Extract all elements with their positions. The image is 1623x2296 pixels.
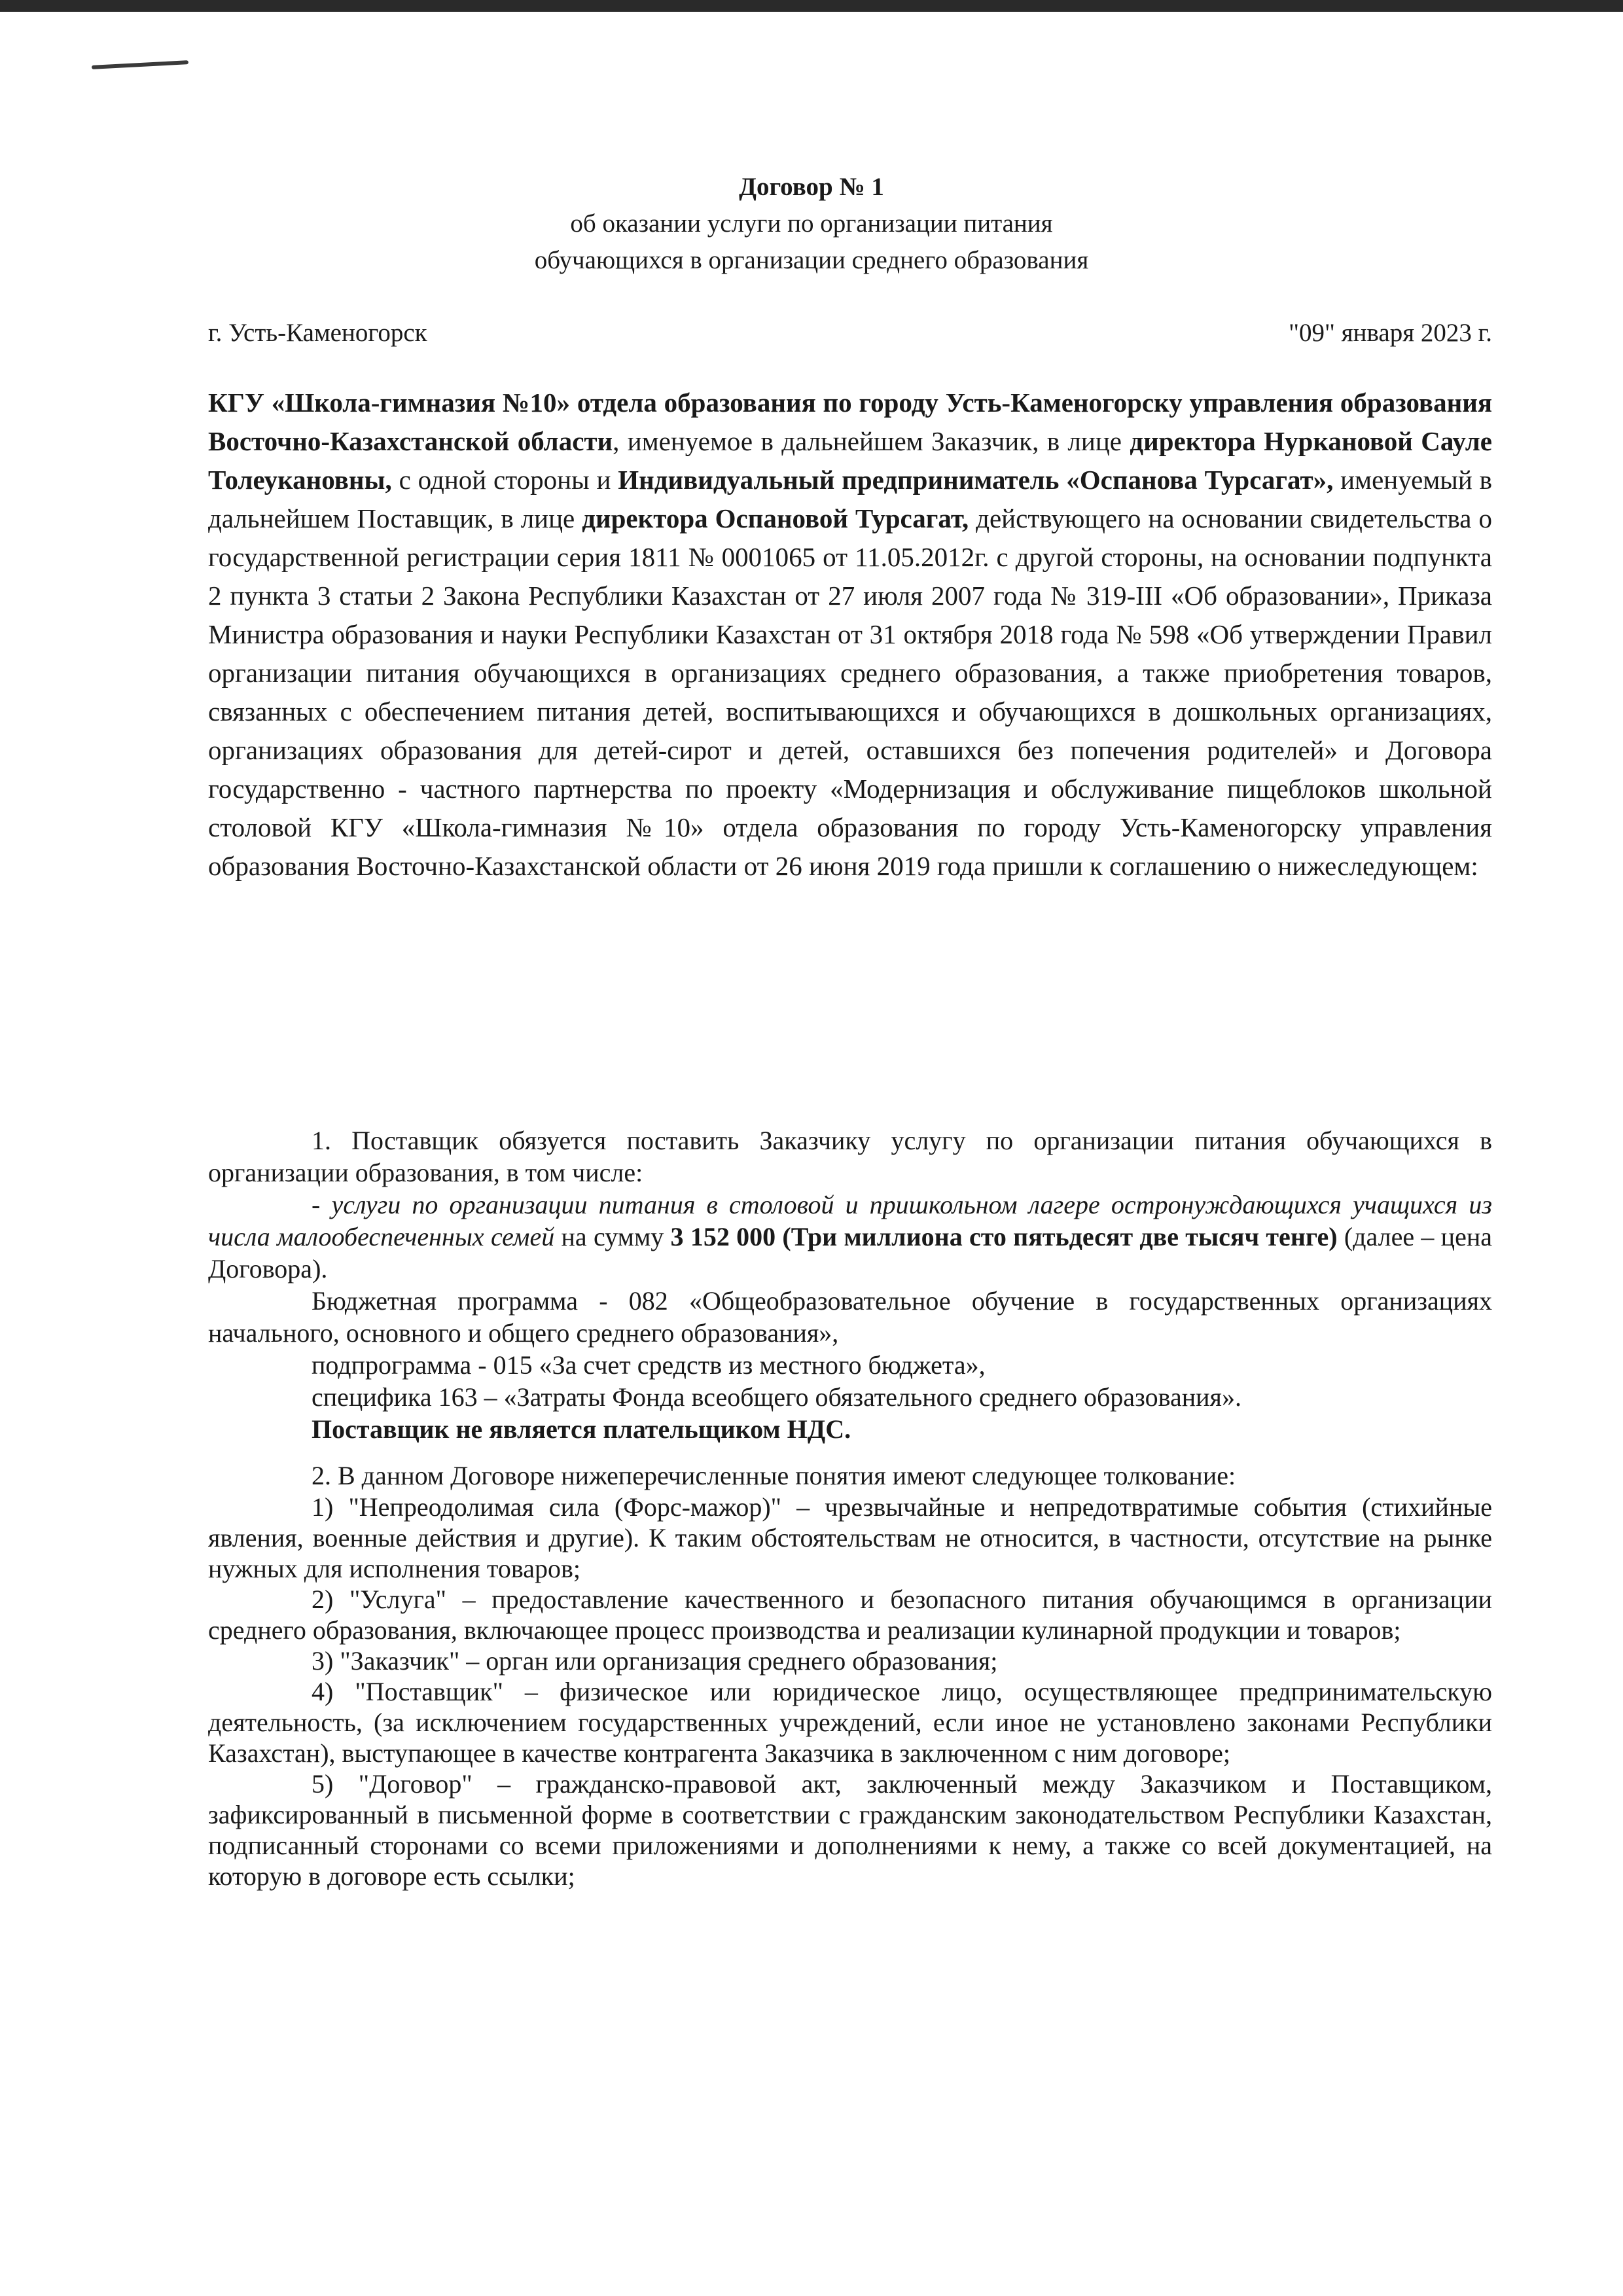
preamble-text-4: действующего на основании свидетельства о государственной регистрации серия 1811 № 0001065 от 11.05.2012г. с другой стороны, на основании подпункта 2 пункта 3 статьи 2 Закона Республики Казахстан от 27 июля 2007 года № 319-III «Об образовании», Приказа Министра образования и науки Республики Казахстан от 31 октября 2018 года № 598 «Об утверждении Правил организации питания обучающихся в организациях среднего образования, а также приобретения товаров, связанных с обеспечением питания детей, воспитывающихся и обучающихся в дошкольных организациях, организациях образования для детей-сирот и детей, оставшихся без попечения родителей» и Договора государственно - частного партнерства по проекту «Модернизация и обслуживание пищеблоков школьной столовой КГУ «Школа-гимназия №10» отдела образования по городу Усть-Каменогорску управления образования Восточно-Казахстанской области от 26 июня 2019 года пришли к соглашению о нижеследующем: xyxy=(208,503,1492,881)
document-subtitle-line2: обучающихся в организации среднего образования xyxy=(534,246,1089,274)
definition-item: 5) "Договор" – гражданско-правовой акт, заключенный между Заказчиком и Поставщиком, зафиксированный в письменной форме в соответствии с гражданским законодательством Республики Казахстан, подписанный сторонами со всеми приложениями и дополнениями к нему, а также со всей документацией, на которую в договоре есть ссылки; xyxy=(208,1769,1492,1891)
contract-city: г. Усть-Каменогорск xyxy=(208,319,427,347)
definition-item: 3) "Заказчик" – орган или организация среднего образования; xyxy=(312,1646,998,1676)
section-gap xyxy=(208,1445,1492,1460)
vat-note-paragraph xyxy=(208,1413,1492,1445)
budget-program: Бюджетная программа - 082 «Общеобразовательное обучение в государственных организациях начального, основного и общего среднего образования», xyxy=(208,1286,1492,1348)
preamble-text-2: с одной стороны и xyxy=(391,465,618,495)
customer-name: КГУ «Школа-гимназия №10» отдела образования по городу Усть-Каменогорску управления образования Восточно-Казахстанской области xyxy=(208,387,1492,456)
vat-note: Поставщик не является плательщиком НДС. xyxy=(312,1414,851,1444)
customer-director: директора Нуркановой Сауле Толеукановны, xyxy=(208,426,1492,495)
budget-subprogram: подпрограмма - 015 «За счет средств из местного бюджета», xyxy=(312,1350,986,1380)
service-sum-end: (далее – цена Договора). xyxy=(208,1222,1492,1283)
preamble-text-3: именуемый в дальнейшем Поставщик, в лице xyxy=(208,465,1492,533)
budget-specifics: специфика 163 – «Затраты Фонда всеобщего обязательного среднего образования». xyxy=(312,1382,1241,1412)
section1-clause: 1. Поставщик обязуется поставить Заказчику услугу по организации питания обучающихся в организации образования, в том числе: xyxy=(208,1126,1492,1187)
contract-amount: 3 152 000 (Три миллиона сто пятьдесят две тысяч тенге) xyxy=(670,1222,1338,1251)
service-description: - услуги по организации питания в столовой и пришкольном лагере остронуждающихся учащихся из числа малообеспеченных семей xyxy=(208,1190,1492,1251)
document-subtitle-line1: об оказании услуги по организации питания xyxy=(570,209,1053,238)
contract-date: "09" января 2023 г. xyxy=(1289,319,1492,347)
document-title: Договор № 1 xyxy=(739,173,884,201)
section2-intro: 2. В данном Договоре нижеперечисленные понятия имеют следующее толкование: xyxy=(312,1461,1236,1490)
service-sum-text: на сумму xyxy=(554,1222,671,1251)
section1-service-clause xyxy=(208,1189,1492,1285)
definition-item: 4) "Поставщик" – физическое или юридическое лицо, осуществляющее предпринимательскую деятельность, (за исключением государственных учреждений, если иное не установлено законами Республики Казахстан), выступающее в качестве контрагента Заказчика в заключенном с ним договоре; xyxy=(208,1677,1492,1768)
definition-item: 2) "Услуга" – предоставление качественного и безопасного питания обучающимся в организации среднего образования, включающее процесс производства и реализации кулинарной продукции и товаров; xyxy=(208,1585,1492,1645)
supplier-name: Индивидуальный предприниматель «Оспанова Турсагат», xyxy=(618,465,1334,495)
preamble-text-1: , именуемое в дальнейшем Заказчик, в лице xyxy=(613,426,1130,456)
definition-item: 1) "Непреодолимая сила (Форс-мажор)" – чрезвычайные и непредотвратимые события (стихийные явления, военные действия и другие). К таким обстоятельствам не относится, в частности, отсутствие на рынке нужных для исполнения товаров; xyxy=(208,1492,1492,1583)
supplier-director: директора Оспановой Турсагат, xyxy=(582,503,969,533)
contract-body xyxy=(208,1124,1492,1892)
preamble-paragraph xyxy=(208,384,1492,886)
